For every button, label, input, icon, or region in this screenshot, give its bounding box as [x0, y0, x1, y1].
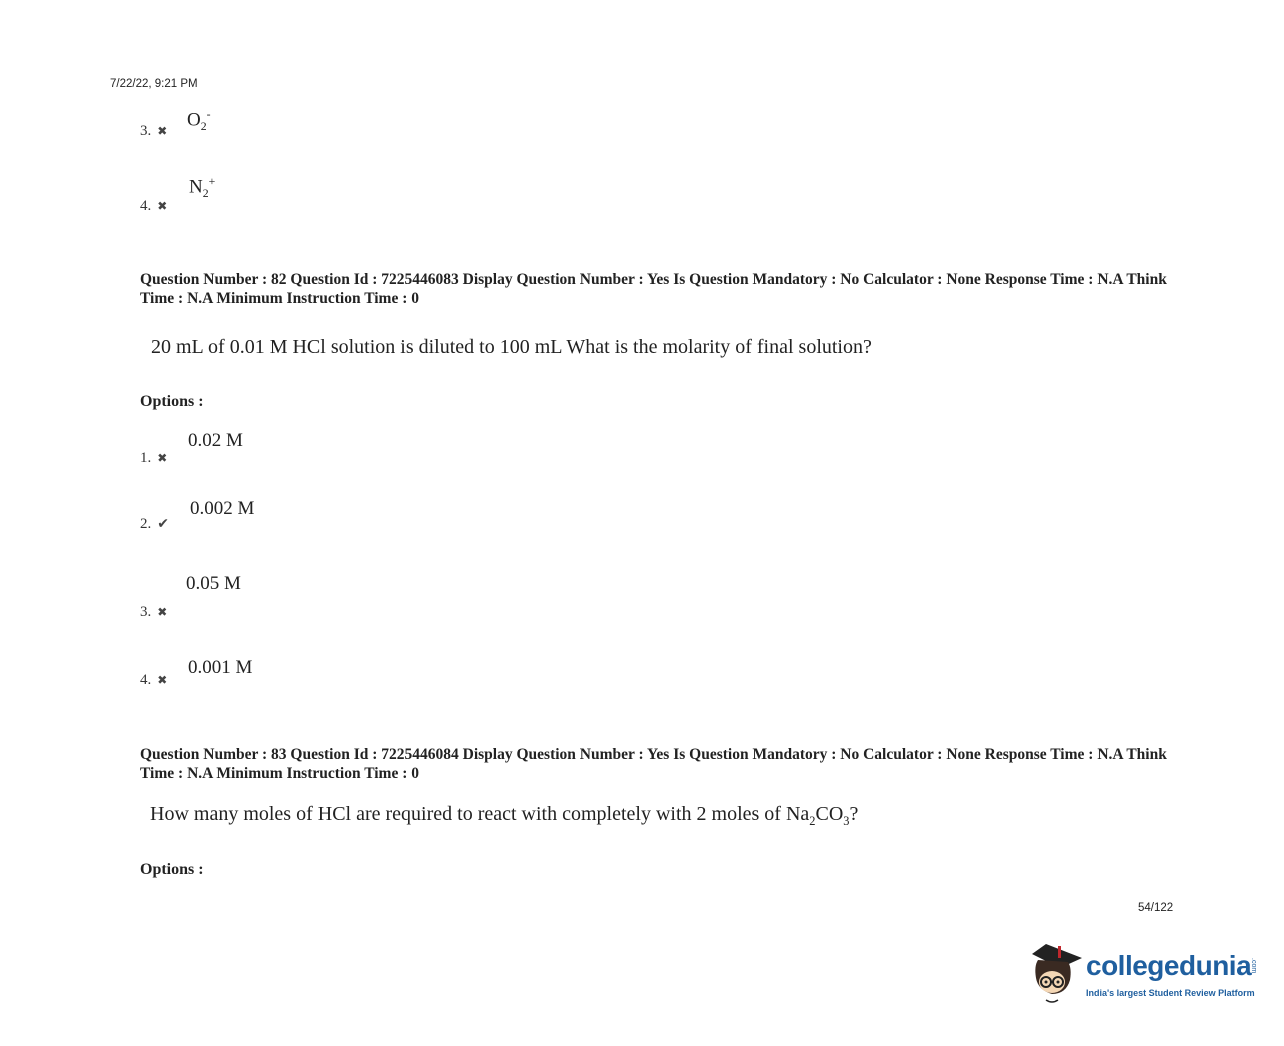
logo-dotcom: .com [1250, 958, 1257, 974]
cross-icon: ✖ [157, 199, 168, 213]
question-83-options-label: Options : [140, 861, 204, 878]
cross-icon: ✖ [157, 605, 168, 619]
question-82-text: 20 mL of 0.01 M HCl solution is diluted to 100 mL What is the molarity of final solution? [151, 336, 872, 358]
option-number: 3. [140, 604, 152, 620]
print-timestamp: 7/22/22, 9:21 PM [110, 78, 198, 90]
collegedunia-logo [1024, 938, 1264, 1008]
option-number: 1. [140, 450, 152, 466]
page-number: 54/122 [1138, 902, 1174, 914]
question-82-meta: Question Number : 82 Question Id : 7225446083 Display Question Number : Yes Is Question Mandatory : No Calculator : None Response Time : N.A Think Time : N.A Minimum Instruction Time : 0 [140, 271, 1167, 307]
prev-option-3-text: $O_2^-$ [187, 108, 211, 134]
option-2 [140, 515, 169, 533]
option-2-text: 0.002 M [190, 498, 255, 519]
logo-tagline: India's largest Student Review Platform [1086, 988, 1255, 998]
mascot-graduate-icon [1024, 938, 1086, 1008]
option-number: 2. [140, 516, 152, 532]
option-number: 3. [140, 123, 152, 139]
cross-icon: ✖ [157, 124, 168, 138]
question-83-meta: Question Number : 83 Question Id : 7225446084 Display Question Number : Yes Is Question Mandatory : No Calculator : None Response Time : N.A Think Time : N.A Minimum Instruction Time : 0 [140, 746, 1167, 782]
cross-icon: ✖ [157, 673, 168, 687]
option-1-text: 0.02 M [188, 430, 243, 451]
option-1 [140, 449, 167, 467]
option-4 [140, 671, 167, 689]
prev-option-4-text: $N_2^+$ [189, 175, 216, 201]
cross-icon: ✖ [157, 451, 168, 465]
option-4-text: 0.001 M [188, 657, 253, 678]
option-3-text: 0.05 M [186, 573, 241, 594]
option-3 [140, 603, 167, 621]
option-number: 4. [140, 672, 152, 688]
prev-option-4 [140, 197, 167, 215]
question-82-options-label: Options : [140, 393, 204, 410]
option-number: 4. [140, 198, 152, 214]
check-icon: ✔ [157, 516, 169, 532]
question-83-text: How many moles of HCl are required to react with completely with 2 moles of $Na_2CO_3$? [150, 803, 859, 828]
prev-option-3 [140, 122, 167, 140]
logo-wordmark: collegedunia [1086, 950, 1252, 981]
